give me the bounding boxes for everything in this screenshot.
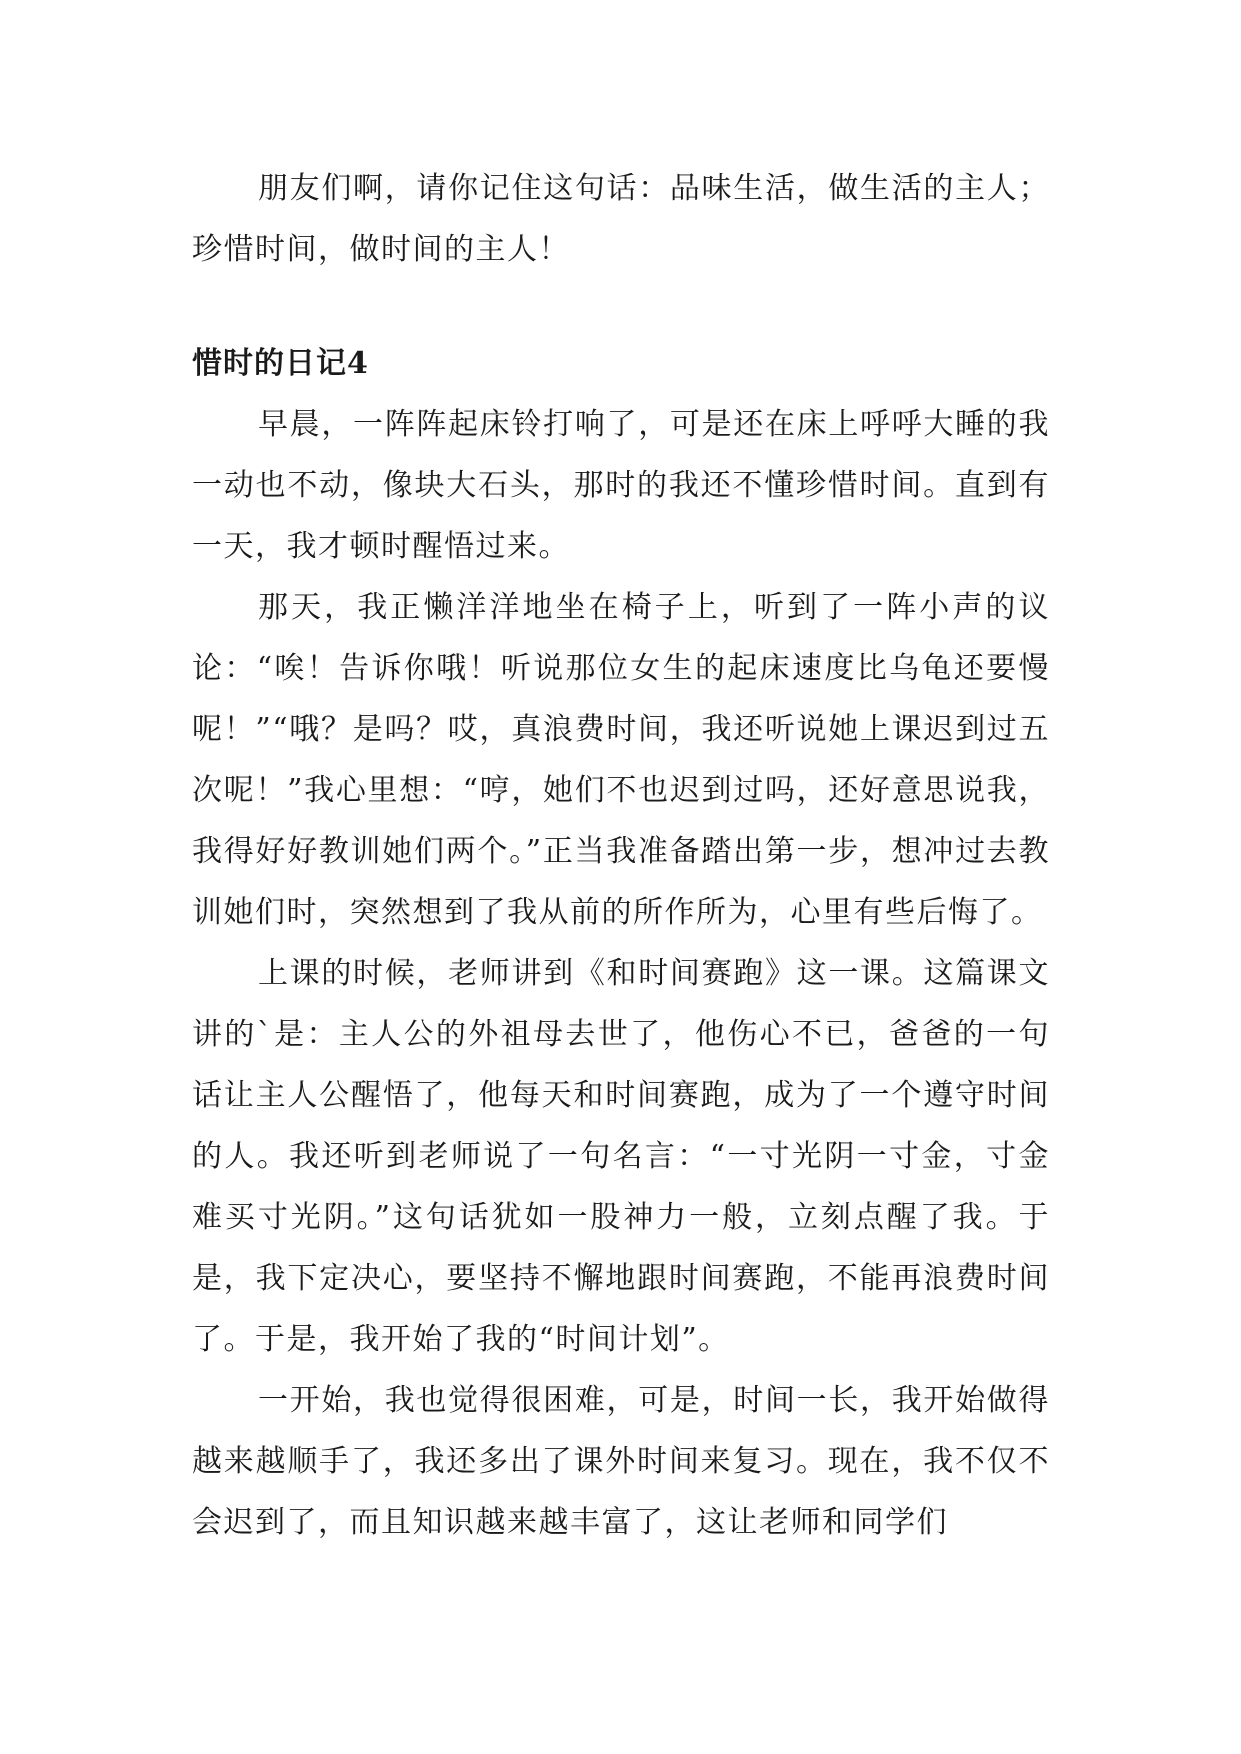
paragraph-2: 那天，我正懒洋洋地坐在椅子上，听到了一阵小声的议论：“唉！告诉你哦！听说那位女生的起床速度比乌龟还要慢呢！”“哦？是吗？哎，真浪费时间，我还听说她上课迟到过五次呢！”我心里想：“哼，她们不也迟到过吗，还好意思说我，我得好好教训她们两个。”正当我准备踏出第一步，想冲过去教训她们时，突然想到了我从前的所作所为，心里有些后悔了。 bbox=[192, 590, 1050, 930]
paragraph-closing: 朋友们啊，请你记住这句话：品味生活，做生活的主人；珍惜时间，做时间的主人！ bbox=[192, 171, 1050, 267]
section-heading: 惜时的日记4 bbox=[192, 346, 369, 381]
paragraph-1: 早晨，一阵阵起床铃打响了，可是还在床上呼呼大睡的我一动也不动，像块大石头，那时的我还不懂珍惜时间。直到有一天，我才顿时醒悟过来。 bbox=[192, 407, 1050, 564]
paragraph-4: 一开始，我也觉得很困难，可是，时间一长，我开始做得越来越顺手了，我还多出了课外时间来复习。现在，我不仅不会迟到了，而且知识越来越丰富了，这让老师和同学们 bbox=[192, 1383, 1050, 1540]
document-page bbox=[192, 158, 1050, 1553]
paragraph-3: 上课的时候，老师讲到《和时间赛跑》这一课。这篇课文讲的`是：主人公的外祖母去世了，他伤心不已，爸爸的一句话让主人公醒悟了，他每天和时间赛跑，成为了一个遵守时间的人。我还听到老师说了一句名言：“一寸光阴一寸金，寸金难买寸光阴。”这句话犹如一股神力一般，立刻点醒了我。于是，我下定决心，要坚持不懈地跟时间赛跑，不能再浪费时间了。于是，我开始了我的“时间计划”。 bbox=[192, 956, 1050, 1357]
